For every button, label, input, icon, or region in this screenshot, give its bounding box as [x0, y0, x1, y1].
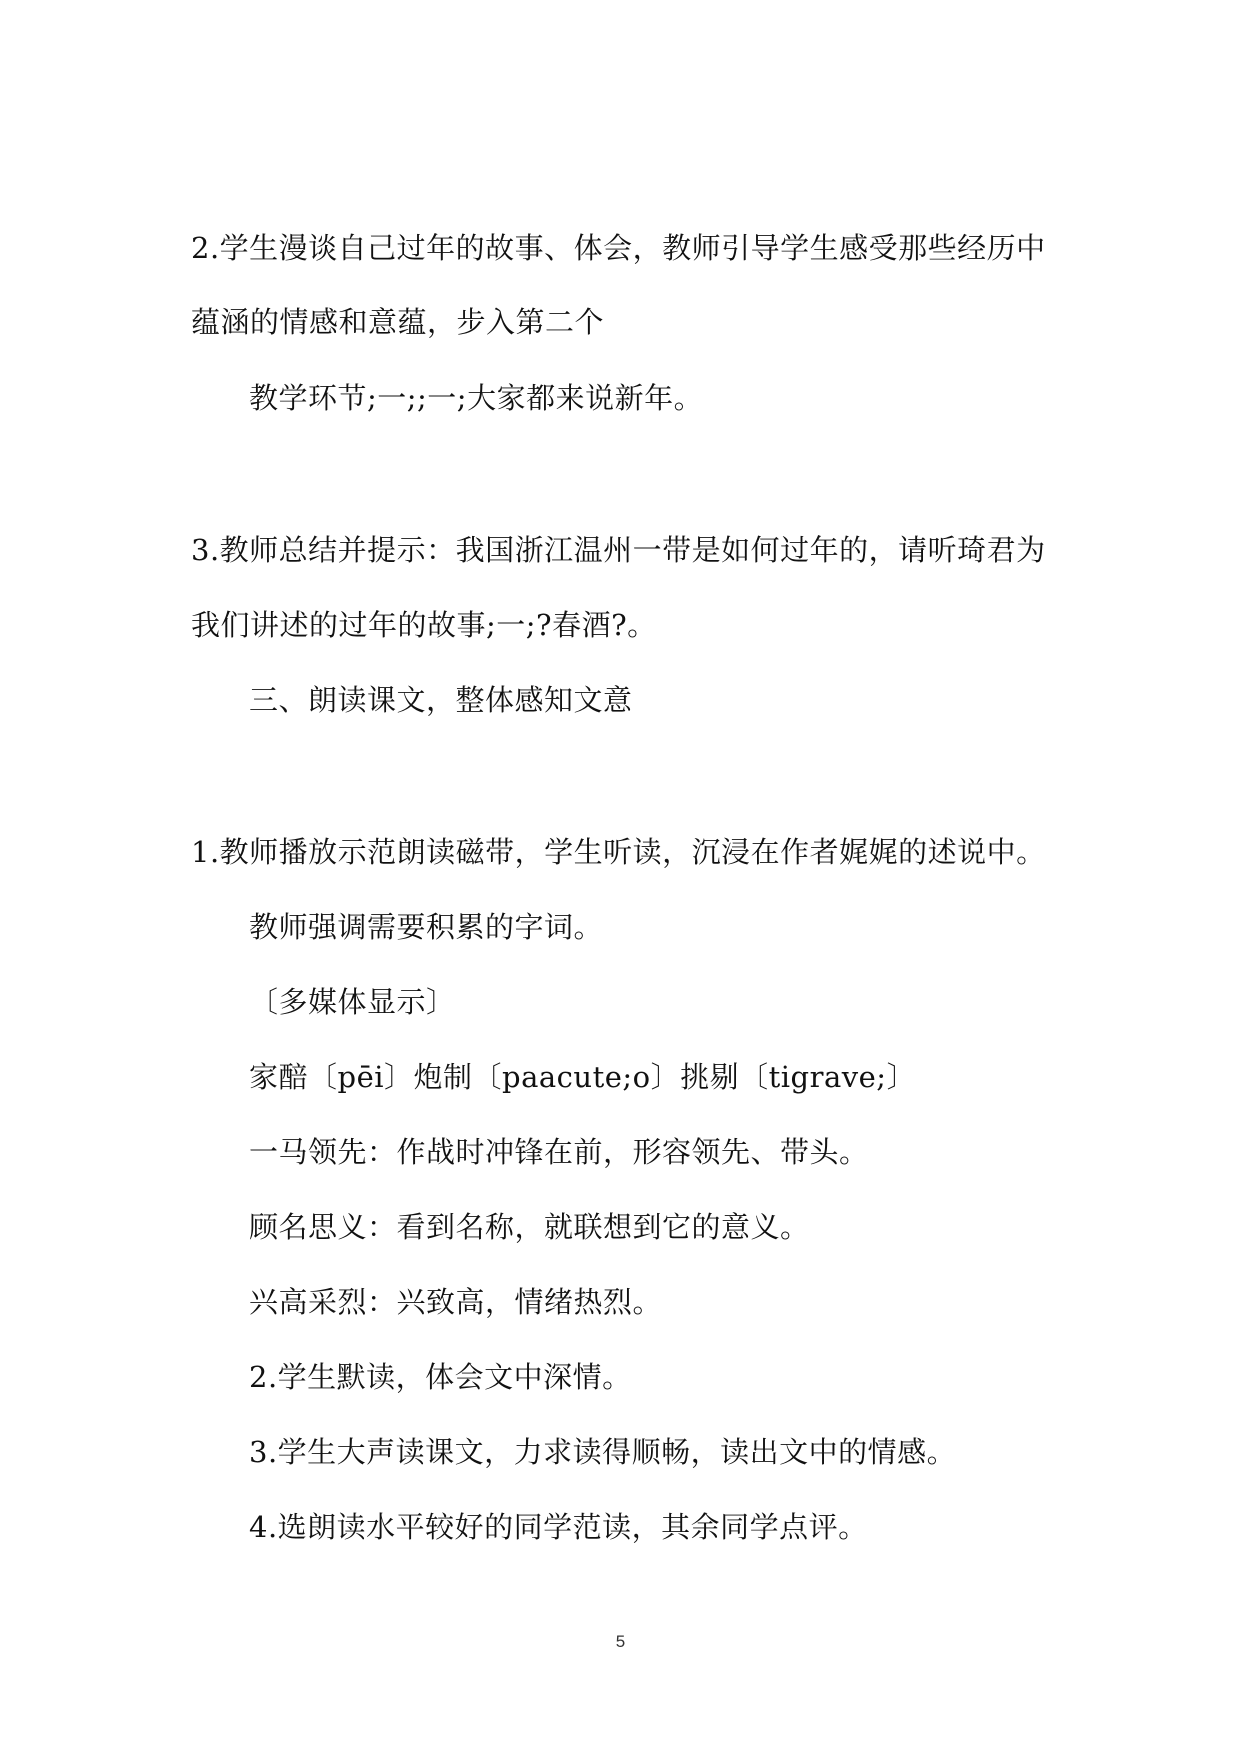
paragraph-line-2: 蕴涵的情感和意蕴，步入第二个 — [191, 305, 605, 339]
vocabulary-definition-1: 一马领先：作战时冲锋在前，形容领先、带头。 — [249, 1135, 869, 1169]
multimedia-note: 〔多媒体显示〕 — [249, 985, 456, 1019]
paragraph-line-4: 3.教师总结并提示：我国浙江温州一带是如何过年的，请听琦君为 — [191, 533, 1046, 567]
vocabulary-definition-2: 顾名思义：看到名称，就联想到它的意义。 — [249, 1210, 810, 1244]
vocabulary-definition-3: 兴高采烈：兴致高，情绪热烈。 — [249, 1285, 663, 1319]
step-line-2: 2.学生默读，体会文中深情。 — [249, 1360, 632, 1394]
page-number: 5 — [615, 1632, 626, 1651]
section-heading: 三、朗读课文，整体感知文意 — [249, 683, 633, 717]
paragraph-line-7: 1.教师播放示范朗读磁带，学生听读，沉浸在作者娓娓的述说中。 — [191, 835, 1046, 869]
step-line-4: 4.选朗读水平较好的同学范读，其余同学点评。 — [249, 1510, 868, 1544]
paragraph-line-8: 教师强调需要积累的字词。 — [249, 910, 604, 944]
step-line-3: 3.学生大声读课文，力求读得顺畅，读出文中的情感。 — [249, 1435, 957, 1469]
paragraph-line-1: 2.学生漫谈自己过年的故事、体会，教师引导学生感受那些经历中 — [191, 231, 1046, 265]
vocabulary-pronunciation: 家醅〔pēi〕炮制〔paacute;o〕挑剔〔tigrave;〕 — [249, 1060, 917, 1094]
paragraph-line-5: 我们讲述的过年的故事;一;?春酒?。 — [191, 608, 657, 642]
paragraph-line-3: 教学环节;一;;一;大家都来说新年。 — [249, 381, 704, 415]
